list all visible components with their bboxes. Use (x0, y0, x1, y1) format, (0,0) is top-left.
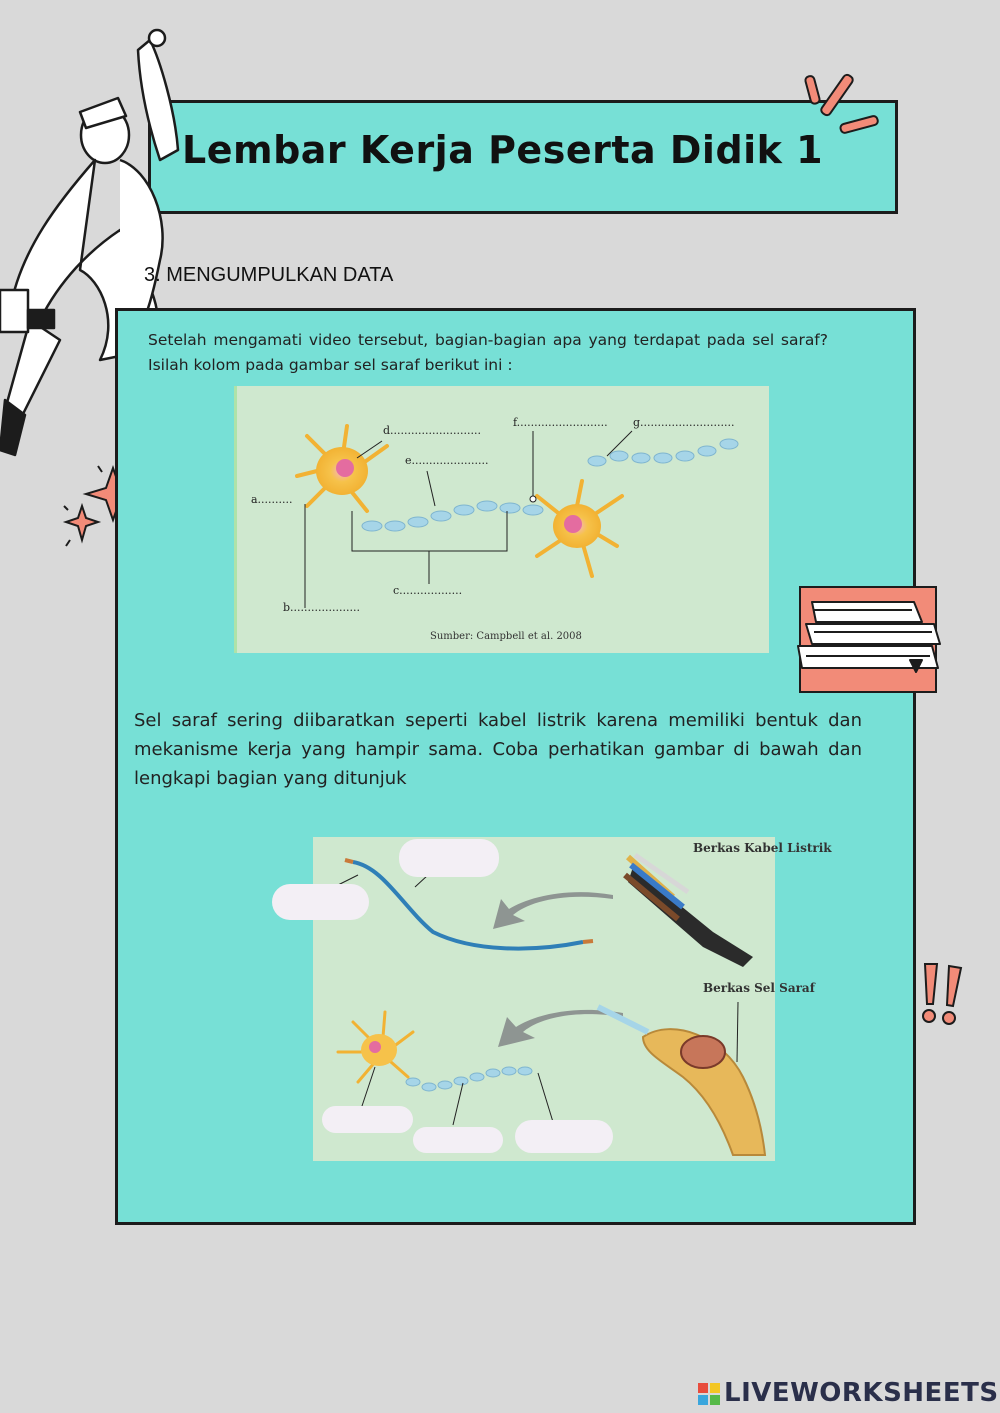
answer-box-1[interactable] (399, 839, 499, 877)
footer-brand[interactable]: LIVEWORKSHEETS (724, 1378, 999, 1408)
exclaim-strokes-icon (800, 70, 890, 150)
answer-box-4[interactable] (413, 1127, 503, 1153)
cable-bundle (625, 855, 753, 967)
neuron-figure (234, 386, 769, 653)
wire-copper-end (583, 941, 593, 942)
small-neuron-axon (406, 1067, 532, 1091)
label-f[interactable]: f.......................... (513, 416, 608, 429)
label-c[interactable]: c.................. (393, 584, 463, 597)
intro-paragraph: Setelah mengamati video tersebut, bagian-bagian apa yang terdapat pada sel saraf? Isilah kolom pada gambar sel saraf berikut ini : (148, 331, 828, 374)
nucleus-right (564, 515, 582, 533)
books-icon (794, 596, 944, 688)
label-g[interactable]: g........................... (633, 416, 735, 429)
bundle-cable-label: Berkas Kabel Listrik (693, 841, 832, 855)
body-paragraph: Sel saraf sering diibaratkan seperti kabel listrik karena memiliki bentuk dan mekanisme kerja yang hampir sama. Coba perhatikan gambar di bawah dan lengkapi bagian yang ditunjuk (134, 710, 862, 789)
figure-source: Sumber: Campbell et al. 2008 (430, 631, 582, 642)
answer-box-5[interactable] (515, 1120, 613, 1153)
liveworksheets-logo-icon (698, 1383, 720, 1405)
label-b[interactable]: b.................... (283, 601, 360, 614)
bundle-nerve-label: Berkas Sel Saraf (703, 981, 815, 995)
nucleus-left (336, 459, 354, 477)
answer-box-3[interactable] (322, 1106, 413, 1133)
section-heading: 3. MENGUMPULKAN DATA (144, 264, 394, 286)
page-title: Lembar Kerja Peserta Didik 1 (182, 128, 824, 172)
arrow-bottom-icon (498, 1010, 623, 1047)
arrow-top-icon (493, 892, 613, 929)
label-e[interactable]: e...................... (405, 454, 489, 467)
label-d[interactable]: d.......................... (383, 424, 481, 437)
nerve-bundle (598, 1007, 765, 1155)
wire-copper-start (345, 860, 353, 862)
answer-box-2[interactable] (272, 884, 369, 920)
label-a[interactable]: a.......... (251, 493, 293, 506)
small-neuron-nucleus (369, 1041, 381, 1053)
double-exclamation-icon (915, 960, 970, 1030)
axon-left (362, 501, 543, 531)
